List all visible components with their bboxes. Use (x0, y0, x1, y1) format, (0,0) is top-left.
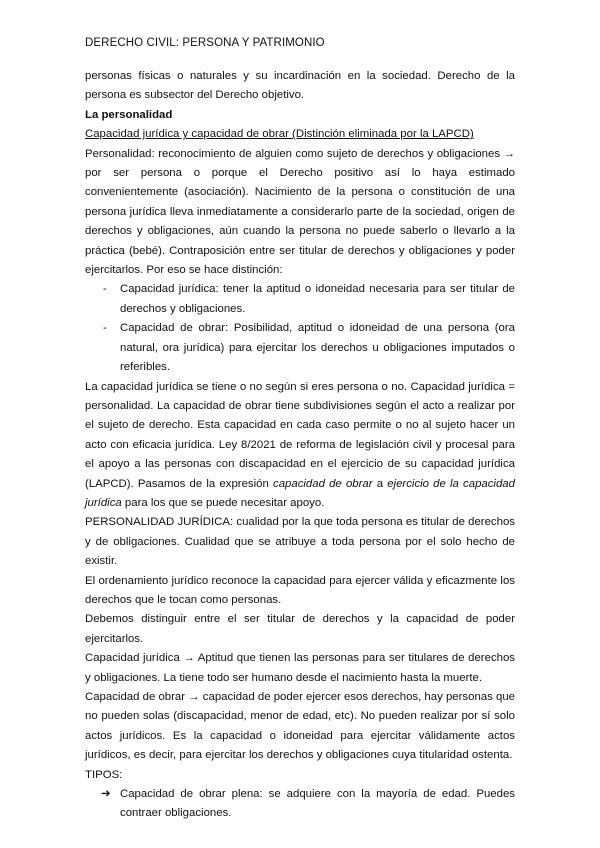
list-item-text: Capacidad jurídica: tener la aptitud o idoneidad necesaria para ser titular de derechos y obligaciones. (120, 283, 515, 315)
capacidad-text: La capacidad jurídica se tiene o no según si eres persona o no. Capacidad jurídica = personalidad. La capacidad de obrar tiene subdivisiones según el acto a realizar por el sujeto de derecho. Esta capacidad en cada caso permite o no al sujeto hacer un acto con eficacia jurídica. Ley 8/2021 de reforma de legislación civil y procesal para el apoyo a las personas con discapacidad en el ejercicio de su capacidad jurídica (LAPCD). Pasamos de la expresión (85, 380, 515, 490)
arrow-marker-icon: ➔ (101, 788, 111, 801)
capacidad-paragraph (85, 378, 515, 514)
section-title: La personalidad (85, 108, 173, 121)
dash-marker: - (103, 283, 107, 296)
capacidad-end-text: para los que se puede necesitar apoyo. (124, 496, 325, 509)
capacidad-juridica-paragraph: Capacidad jurídica → Aptitud que tienen las personas para ser titulares de derechos y obligaciones. La tiene todo ser humano desde el nacimiento hasta la muerte. (85, 652, 515, 684)
section-subtitle: Capacidad jurídica y capacidad de obrar (Distinción eliminada por la LAPCD) (85, 128, 474, 141)
document-body (85, 67, 515, 824)
capacidad-obrar-paragraph: Capacidad de obrar → capacidad de poder ejercer esos derechos, hay personas que no pueden solas (discapacidad, menor de edad, etc). No pueden realizar por sí solo actos jurídicos. Es la capacidad o idoneidad para ejercitar válidamente actos jurídicos, es decir, para ejercitar los derechos y obligaciones cuya titularidad ostenta. (85, 691, 515, 762)
page-header: DERECHO CIVIL: PERSONA Y PATRIMONIO (85, 37, 325, 49)
distinguir-paragraph: Debemos distinguir entre el ser titular de derechos y la capacidad de poder ejercitarlos. (85, 613, 515, 645)
list-item (85, 785, 515, 824)
personalidad-juridica-paragraph: PERSONALIDAD JURÍDICA: cualidad por la que toda persona es titular de derechos y de obligaciones. Cualidad que se atribuye a toda persona por el solo hecho de existir. (85, 516, 515, 568)
tipos-label: TIPOS: (85, 768, 123, 781)
ordenamiento-paragraph: El ordenamiento jurídico reconoce la capacidad para ejercer válida y eficazmente los derechos que le tocan como personas. (85, 574, 515, 606)
list-item (85, 319, 515, 377)
dash-marker: - (103, 322, 107, 335)
list-item (85, 280, 515, 319)
emphasis-ejercicio: ejercicio de la capacidad jurídica (85, 477, 515, 509)
list-item-text: Capacidad de obrar plena: se adquiere con la mayoría de edad. Puedes contraer obligaciones. (120, 788, 515, 820)
list-item-text: Capacidad de obrar: Posibilidad, aptitud o idoneidad de una persona (ora natural, ora jurídica) para ejercitar los derechos u obligaciones imputados o referibles. (120, 322, 515, 374)
emphasis-capacidad-obrar: capacidad de obrar (273, 477, 373, 490)
intro-paragraph: personas físicas o naturales y su incardinación en la sociedad. Derecho de la persona es subsector del Derecho objetivo. (85, 70, 515, 102)
connector-text: a (376, 477, 384, 490)
personalidad-paragraph: Personalidad: reconocimiento de alguien como sujeto de derechos y obligaciones → por ser persona o porque el Derecho positivo así lo haya estimado convenientemente (asociación). Nacimiento de la persona o constitución de una persona jurídica lleva inmediatamente a considerarlo parte de la sociedad, origen de derechos y obligaciones, aún cuando la persona no puede saberlo o llevarlo a la práctica (bebé). Contraposición entre ser titular de derechos y obligaciones y poder ejercitarlos. Por eso se hace distinción: (85, 147, 515, 277)
